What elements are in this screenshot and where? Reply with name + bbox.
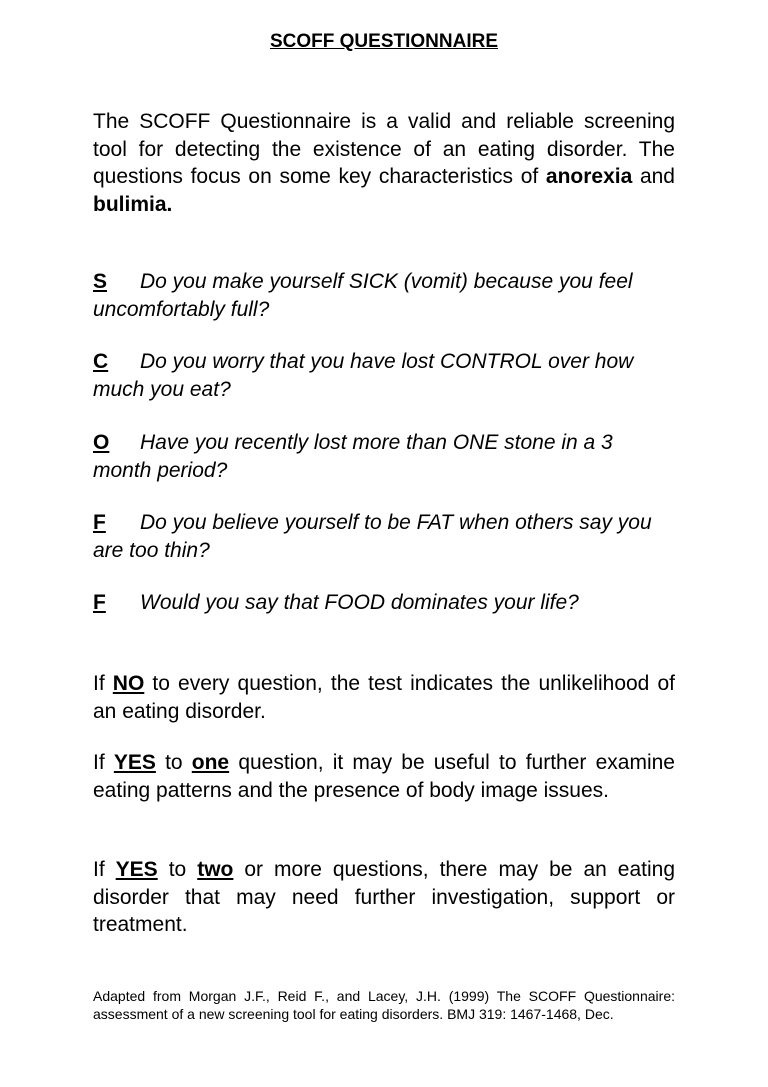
intro-term-bulimia: bulimia.: [93, 192, 173, 216]
question-letter: O: [93, 431, 110, 454]
question-text: Do you believe yourself to be FAT when others say you are too thin?: [93, 511, 652, 562]
question-letter: F: [93, 511, 106, 534]
interpretation-no: [93, 670, 675, 725]
intro-text: The SCOFF Questionnaire is a valid and reliable screening tool for detecting the existence of an eating disorder. The questions focus on some key characteristics of: [93, 110, 675, 188]
question-text: Would you say that FOOD dominates your life?: [140, 591, 579, 614]
question-s: [93, 268, 675, 323]
question-c: [93, 348, 675, 403]
interp-prefix: If: [93, 858, 105, 881]
question-o: [93, 429, 675, 484]
question-text: Have you recently lost more than ONE stone in a 3 month period?: [93, 431, 613, 482]
intro-paragraph: [93, 108, 675, 218]
interp-mid: to: [165, 751, 183, 774]
question-f-fat: [93, 509, 675, 564]
interp-count-two: two: [197, 858, 234, 881]
question-letter: F: [93, 591, 106, 614]
question-letter: S: [93, 270, 108, 293]
interp-prefix: If: [93, 672, 105, 695]
interp-keyword-yes: YES: [115, 858, 158, 881]
interpretation-yes-two: [93, 856, 675, 939]
question-text: Do you worry that you have lost CONTROL over how much you eat?: [93, 350, 634, 401]
interp-rest: to every question, the test indicates the unlikelihood of an eating disorder.: [93, 672, 675, 723]
interp-rest: question, it may be useful to further examine eating patterns and the presence of body image issues.: [93, 751, 675, 802]
intro-term-anorexia: anorexia: [545, 165, 633, 188]
interp-keyword-no: NO: [112, 672, 145, 695]
interp-mid: to: [168, 858, 187, 881]
interp-rest: or more questions, there may be an eating disorder that may need further investigation, support or treatment.: [93, 858, 676, 936]
reference-citation: Adapted from Morgan J.F., Reid F., and Lacey, J.H. (1999) The SCOFF Questionnaire: assessment of a new screening tool for eating disorders. BMJ 319: 1467-1468, Dec.: [93, 988, 675, 1022]
page-title: SCOFF QUESTIONNAIRE: [269, 31, 498, 52]
question-letter: C: [93, 350, 109, 373]
question-f-food: [93, 589, 675, 617]
interp-count-one: one: [191, 751, 230, 774]
interpretation-yes-one: [93, 749, 675, 804]
intro-joiner: and: [639, 165, 675, 188]
interp-prefix: If: [93, 751, 105, 774]
question-text: Do you make yourself SICK (vomit) because you feel uncomfortably full?: [93, 270, 633, 321]
interp-keyword-yes: YES: [113, 751, 156, 774]
